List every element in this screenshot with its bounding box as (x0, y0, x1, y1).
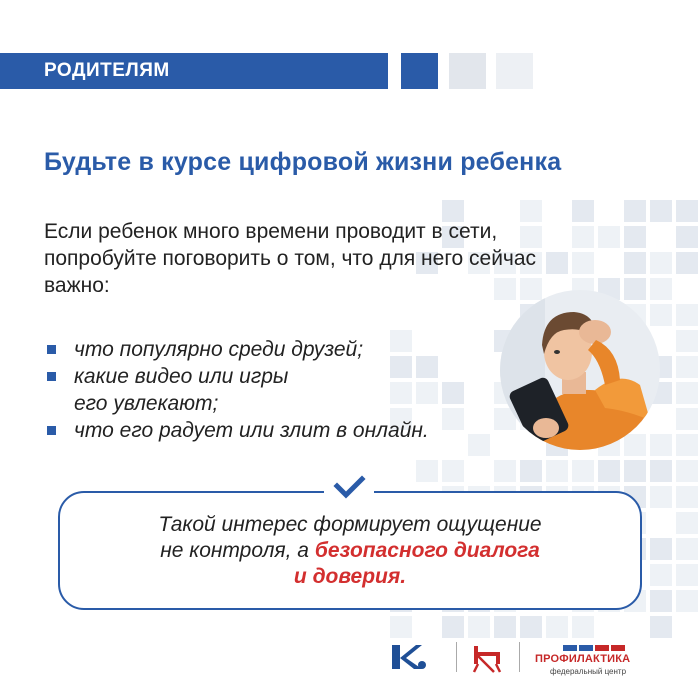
background-tile (494, 460, 516, 482)
background-tile (520, 460, 542, 482)
background-tile (650, 304, 672, 326)
background-tile (676, 538, 698, 560)
background-tile (624, 278, 646, 300)
background-tile (650, 200, 672, 222)
background-tile (572, 460, 594, 482)
checkmark-icon (324, 470, 374, 508)
background-tile (624, 434, 646, 456)
background-tile (442, 616, 464, 638)
background-tile (442, 382, 464, 404)
background-tile (650, 616, 672, 638)
background-tile (650, 434, 672, 456)
background-tile (494, 616, 516, 638)
background-tile (598, 460, 620, 482)
background-tile (546, 616, 568, 638)
background-tile (676, 382, 698, 404)
brand-title: ПРОФИЛАКТИКА (535, 653, 631, 665)
background-tile (468, 616, 490, 638)
callout-highlight: безопасного диалога (314, 539, 540, 562)
background-tile (676, 564, 698, 586)
page-title: Будьте в курсе цифровой жизни ребенка (44, 148, 562, 176)
background-tile (676, 512, 698, 534)
bullet-square-icon (47, 372, 56, 381)
intro-line: попробуйте поговорить о том, что для него сейчас (44, 247, 537, 270)
section-label: РОДИТЕЛЯМ (44, 60, 170, 81)
background-tile (624, 460, 646, 482)
callout-highlight: и доверия. (293, 565, 407, 588)
intro-line: Если ребенок много времени проводит в сети, (44, 220, 498, 243)
tips-list (44, 336, 429, 444)
background-tile (624, 226, 646, 248)
callout-line: Такой интерес формирует ощущение (158, 513, 542, 536)
background-tile (650, 486, 672, 508)
background-tile (390, 616, 412, 638)
background-tile (442, 408, 464, 430)
chair-logo-icon (466, 642, 506, 679)
list-item-text: что популярно среди друзей; (74, 338, 364, 361)
background-tile (676, 486, 698, 508)
background-tile (468, 434, 490, 456)
background-tile (442, 460, 464, 482)
background-tile (624, 200, 646, 222)
list-item-text: что его радует или злит в онлайн. (74, 419, 429, 442)
brand-stripe (563, 645, 633, 651)
background-tile (650, 538, 672, 560)
callout-plain: не контроля, а (160, 539, 315, 562)
background-tile (650, 590, 672, 612)
header-square-dark (401, 53, 438, 89)
footer-divider (456, 642, 457, 672)
bullet-square-icon (47, 345, 56, 354)
background-tile (676, 304, 698, 326)
callout-line (58, 538, 642, 564)
background-tile (676, 252, 698, 274)
header-square-lighter (496, 53, 533, 89)
list-item (44, 336, 429, 363)
background-tile (650, 564, 672, 586)
background-tile (520, 616, 542, 638)
list-item-text: какие видео или игры (74, 365, 289, 388)
background-tile (676, 590, 698, 612)
list-item (44, 417, 429, 444)
footer-divider (519, 642, 520, 672)
background-tile (676, 200, 698, 222)
background-tile (676, 330, 698, 352)
brand-subtitle: федеральный центр (550, 667, 627, 676)
list-item-text: его увлекают; (74, 392, 219, 415)
background-tile (546, 460, 568, 482)
background-tile (650, 278, 672, 300)
child-photo (500, 290, 660, 450)
background-tile (676, 226, 698, 248)
intro-line: важно: (44, 274, 110, 297)
bullet-square-icon (47, 426, 56, 435)
background-tile (416, 460, 438, 482)
background-tile (676, 460, 698, 482)
callout-text (58, 512, 642, 590)
background-tile (572, 616, 594, 638)
background-tile (676, 434, 698, 456)
background-tile (624, 252, 646, 274)
intro-paragraph (44, 218, 624, 299)
background-tile (650, 460, 672, 482)
k-logo-icon (392, 643, 428, 676)
background-tile (676, 356, 698, 378)
header-square-light (449, 53, 486, 89)
background-tile (650, 252, 672, 274)
background-tile (676, 408, 698, 430)
list-item (44, 363, 429, 417)
